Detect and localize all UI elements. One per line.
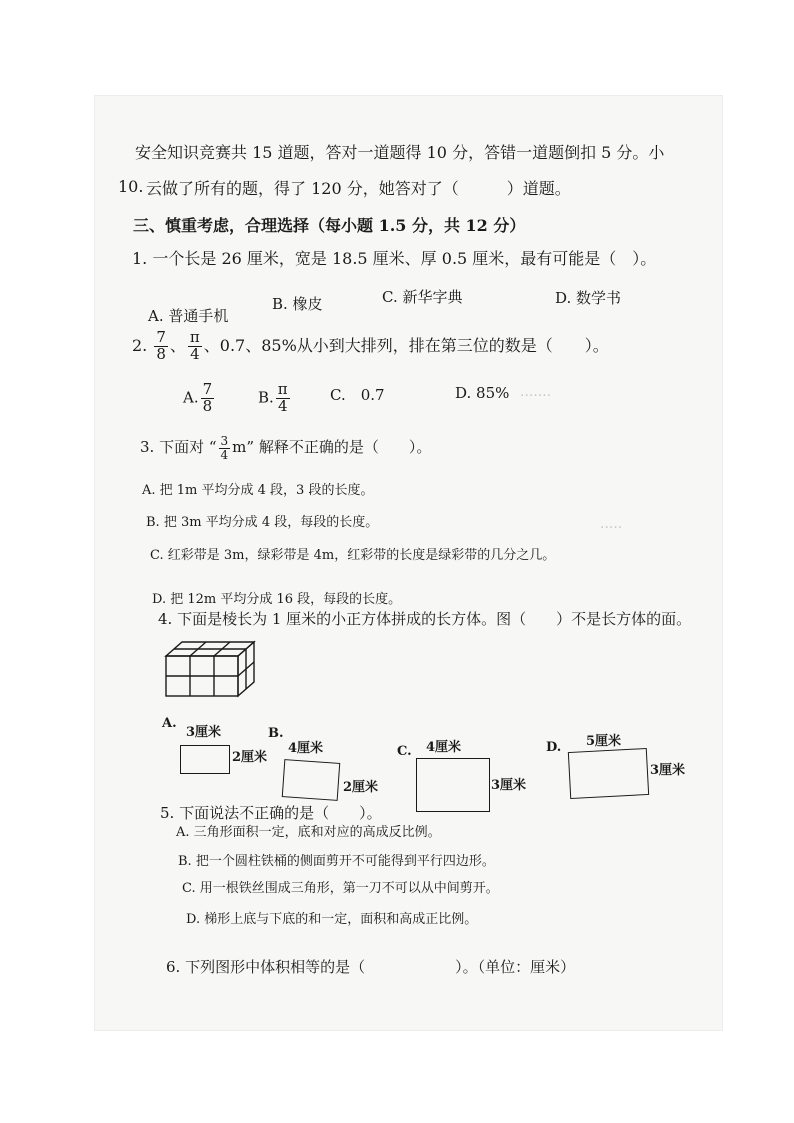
q5-option-a[interactable]: A. 三角形面积一定，底和对应的高成反比例。: [176, 825, 441, 840]
q10-number: 10.: [118, 177, 144, 196]
q4-face-d-side: 3厘米: [650, 763, 686, 778]
q2-option-c[interactable]: C. 0.7: [330, 386, 385, 404]
q3-option-c[interactable]: C. 红彩带是 3m，绿彩带是 4m，红彩带的长度是绿彩带的几分之几。: [150, 548, 556, 563]
q5-option-b[interactable]: B. 把一个圆柱铁桶的侧面剪开不可能得到平行四边形。: [178, 854, 495, 869]
q2-option-a[interactable]: A. $\frac{7}{8}$: [183, 380, 213, 415]
q1-stem: 1. 一个长是 26 厘米，宽是 18.5 厘米、厚 0.5 厘米，最有可能是（ ）。: [132, 249, 657, 268]
q5-option-d[interactable]: D. 梯形上底与下底的和一定，面积和高成正比例。: [186, 912, 478, 927]
q4-stem: 4. 下面是棱长为 1 厘米的小正方体拼成的长方体。图（ ）不是长方体的面。: [158, 610, 692, 628]
q3-option-d[interactable]: D. 把 12m 平均分成 16 段，每段的长度。: [152, 592, 402, 607]
q10-line1: 安全知识竞赛共 15 道题，答对一道题得 10 分，答错一道题倒扣 5 分。小: [135, 143, 665, 162]
q6-stem: 6. 下列图形中体积相等的是（ ）。（单位：厘米）: [166, 958, 576, 976]
q3-option-a[interactable]: A. 把 1m 平均分成 4 段，3 段的长度。: [142, 483, 374, 498]
bleed-through-text: ·····: [600, 520, 623, 536]
q4-face-b[interactable]: [282, 759, 341, 801]
q2-number: 2.: [132, 335, 148, 355]
bleed-through-text: ·······: [520, 388, 552, 404]
q3-stem: 3. 下面对 “ $\frac{3}{4}$ m” 解释不正确的是（ ）。: [140, 434, 432, 462]
q4-face-a-side: 2厘米: [232, 750, 268, 765]
q5-option-c[interactable]: C. 用一根铁丝围成三角形，第一刀不可以从中间剪开。: [182, 881, 499, 896]
q2-stem-rest: 、0.7、85%从小到大排列，排在第三位的数是（ ）。: [203, 335, 609, 355]
q1-option-c[interactable]: C. 新华字典: [382, 288, 463, 306]
q4-face-c[interactable]: [416, 758, 490, 812]
q4-face-b-side: 2厘米: [343, 780, 379, 795]
q4-face-d[interactable]: [568, 748, 649, 799]
q1-option-a[interactable]: A. 普通手机: [148, 307, 229, 325]
q4-face-c-top: 4厘米: [426, 740, 462, 755]
q2-fraction-pi-4: $\frac{\pi}{4}$: [189, 328, 200, 363]
q2-stem: 2. $\frac{7}{8}$ 、 $\frac{\pi}{4}$ 、0.7、85%从小到大排列，排在第三位的数是（ ）。: [132, 328, 609, 363]
q1-option-b[interactable]: B. 橡皮: [272, 295, 323, 313]
q4-option-a-label[interactable]: A.: [162, 716, 177, 731]
q4-face-b-top: 4厘米: [288, 741, 324, 756]
q1-option-d[interactable]: D. 数学书: [555, 289, 622, 307]
q4-face-a-top: 3厘米: [186, 725, 222, 740]
q4-face-c-side: 3厘米: [491, 778, 527, 793]
q2-option-d[interactable]: D. 85%: [455, 384, 510, 402]
q2-option-b[interactable]: B. $\frac{\pi}{4}$: [258, 380, 288, 415]
section-title: 三、慎重考虑，合理选择（每小题 1.5 分，共 12 分）: [133, 216, 526, 235]
q3-option-b[interactable]: B. 把 3m 平均分成 4 段，每段的长度。: [146, 515, 379, 530]
q4-face-a[interactable]: [180, 745, 230, 774]
q10-line3: 云做了所有的题，得了 120 分，她答对了（ ）道题。: [146, 179, 571, 198]
q5-stem: 5. 下面说法不正确的是（ ）。: [160, 804, 382, 822]
q4-face-d-top: 5厘米: [586, 734, 622, 749]
q4-option-d-label[interactable]: D.: [546, 740, 562, 755]
cuboid-figure: [164, 636, 260, 700]
q2-fraction-7-8: $\frac{7}{8}$: [156, 328, 166, 363]
q4-option-b-label[interactable]: B.: [268, 726, 284, 741]
q4-option-c-label[interactable]: C.: [397, 744, 412, 759]
